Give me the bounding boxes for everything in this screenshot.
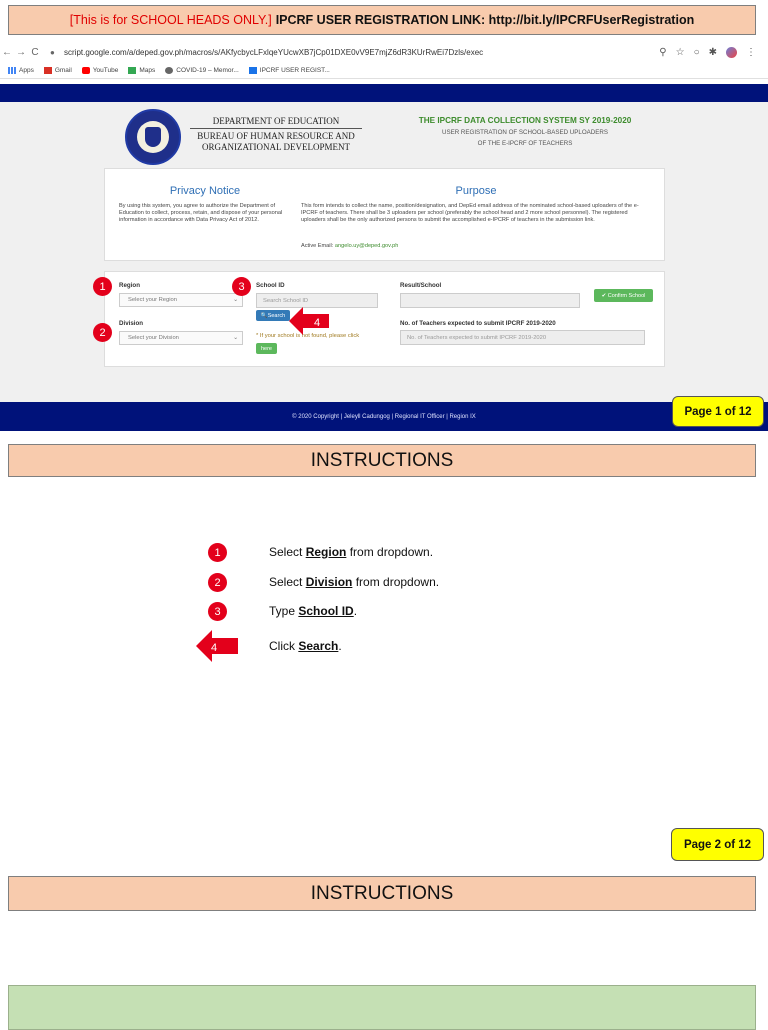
school-id-input[interactable]: Search School ID xyxy=(256,293,378,308)
top-banner xyxy=(8,5,756,35)
maps-icon xyxy=(128,67,136,74)
green-content-box xyxy=(8,985,756,1030)
bookmark-covid[interactable]: COVID-19 – Memor... xyxy=(165,67,239,74)
browser-actions xyxy=(659,47,756,58)
privacy-text: By using this system, you agree to authorize the Department of Education to collect, process, retain, and dispose of your personal information in accordance with Data Privacy Act of 2012. xyxy=(119,203,283,223)
privacy-title: Privacy Notice xyxy=(169,185,241,197)
callout-4-label: 4 xyxy=(314,317,321,329)
page-badge-2: Page 2 of 12 xyxy=(671,828,764,861)
here-button[interactable]: here xyxy=(256,343,277,354)
bookmark-ipcrf[interactable]: IPCRF USER REGIST... xyxy=(249,67,330,74)
region-select[interactable]: Select your Region ⌄ xyxy=(119,293,243,307)
page-badge-1: Page 1 of 12 xyxy=(672,396,764,427)
banner-note: [This is for SCHOOL HEADS ONLY.] xyxy=(69,13,272,27)
search-button[interactable]: 🔍 Search xyxy=(256,310,290,321)
step-4-number: 4 xyxy=(211,642,218,654)
callout-2: 2 xyxy=(93,323,112,342)
puzzle-icon[interactable]: ✱ xyxy=(708,46,717,58)
lock-icon: ● xyxy=(50,47,55,57)
system-title-block xyxy=(400,116,650,147)
region-label: Region xyxy=(119,282,140,289)
step-4-arrow-icon xyxy=(196,628,240,664)
step-2-text: Select Division from dropdown. xyxy=(269,575,440,589)
bookmark-gmail[interactable]: Gmail xyxy=(44,67,72,74)
step-1-text: Select Region from dropdown. xyxy=(269,545,434,559)
star-icon[interactable]: ☆ xyxy=(675,46,685,58)
page-footer: © 2020 Copyright | Jeleyll Cadungog | Regional IT Officer | Region IX xyxy=(0,402,768,431)
back-icon[interactable]: ← xyxy=(2,46,12,58)
not-found-note: * If your school is not found, please click xyxy=(256,333,360,339)
check-icon: ✔ xyxy=(601,292,608,299)
active-email: Active Email: angelo.uy@deped.gov.ph xyxy=(301,243,399,249)
deped-seal-icon xyxy=(125,109,181,165)
purpose-text: This form intends to collect the name, position/designation, and DepEd email address of the nominated school-based uploaders of the e-IPCRF of teachers. There shall be 3 uploaders per school (preferably the school head and 2 more school personnel). The registered uploaders shall be the only authorized persons to submit the accomplished e-IPCRF of teachers in the submission link. xyxy=(301,203,639,223)
callout-1: 1 xyxy=(93,277,112,296)
browser-address-bar xyxy=(0,42,768,62)
department-header xyxy=(190,116,362,153)
bookmarks-bar xyxy=(0,63,768,79)
step-2-number: 2 xyxy=(208,573,227,592)
result-label: Result/School xyxy=(400,282,442,289)
instructions-header-1: INSTRUCTIONS xyxy=(8,444,756,477)
chevron-down-icon: ⌄ xyxy=(233,335,238,341)
school-id-label: School ID xyxy=(256,282,285,289)
step-1-number: 1 xyxy=(208,543,227,562)
confirm-school-button[interactable]: ✔ Confirm School xyxy=(594,289,653,302)
reload-icon[interactable]: C xyxy=(31,46,39,58)
system-title: THE IPCRF DATA COLLECTION SYSTEM SY 2019-2020 xyxy=(418,116,632,125)
division-select[interactable]: Select your Division ⌄ xyxy=(119,331,243,345)
seal-icon xyxy=(165,67,173,74)
teachers-label: No. of Teachers expected to submit IPCRF 2019-2020 xyxy=(400,320,556,327)
avatar[interactable] xyxy=(726,47,737,58)
callout-4-arrow-icon xyxy=(289,305,331,337)
zoom-icon[interactable]: ⚲ xyxy=(659,46,667,58)
notice-card xyxy=(104,168,665,261)
form-icon xyxy=(249,67,257,74)
bureau-line2: ORGANIZATIONAL DEVELOPMENT xyxy=(202,142,350,152)
system-subtitle-2: OF THE E-IPCRF OF TEACHERS xyxy=(477,140,573,147)
dept-name: DEPARTMENT OF EDUCATION xyxy=(190,116,362,129)
teachers-input[interactable]: No. of Teachers expected to submit IPCRF 2019-2020 xyxy=(400,330,645,345)
gmail-icon xyxy=(44,67,52,74)
menu-icon[interactable]: ⋮ xyxy=(746,46,756,58)
step-4-text: Click Search. xyxy=(269,639,342,653)
extension-circle-icon[interactable]: ○ xyxy=(693,46,700,58)
step-3-number: 3 xyxy=(208,602,227,621)
forward-icon[interactable]: → xyxy=(16,46,26,58)
division-label: Division xyxy=(119,320,144,327)
bureau-line1: BUREAU OF HUMAN RESOURCE AND xyxy=(197,131,355,141)
instructions-header-2: INSTRUCTIONS xyxy=(8,876,756,911)
bookmark-apps[interactable]: Apps xyxy=(8,67,34,74)
bookmark-maps[interactable]: Maps xyxy=(128,67,155,74)
banner-link[interactable]: IPCRF USER REGISTRATION LINK: http://bit.ly/IPCRFUserRegistration xyxy=(275,13,695,27)
youtube-icon xyxy=(82,67,90,74)
result-field xyxy=(400,293,580,308)
chevron-down-icon: ⌄ xyxy=(233,297,238,303)
navy-header-strip xyxy=(0,84,768,102)
apps-grid-icon xyxy=(8,67,16,74)
step-3-text: Type School ID. xyxy=(269,604,358,618)
url-field[interactable] xyxy=(50,44,659,60)
url-text: script.google.com/a/deped.gov.ph/macros/s/AKfycbycLFxlqeYUcwXB7jCp01DXE0vV9E7mjZ6dR3KUrRwEi7Dzls/exec xyxy=(64,47,484,57)
purpose-title: Purpose xyxy=(455,185,497,197)
system-subtitle-1: USER REGISTRATION OF SCHOOL-BASED UPLOADERS xyxy=(442,129,608,136)
registration-form-card xyxy=(104,271,665,367)
email-value: angelo.uy@deped.gov.ph xyxy=(334,243,399,249)
search-icon: 🔍 xyxy=(260,312,268,319)
bookmark-youtube[interactable]: YouTube xyxy=(82,67,119,74)
callout-3: 3 xyxy=(232,277,251,296)
